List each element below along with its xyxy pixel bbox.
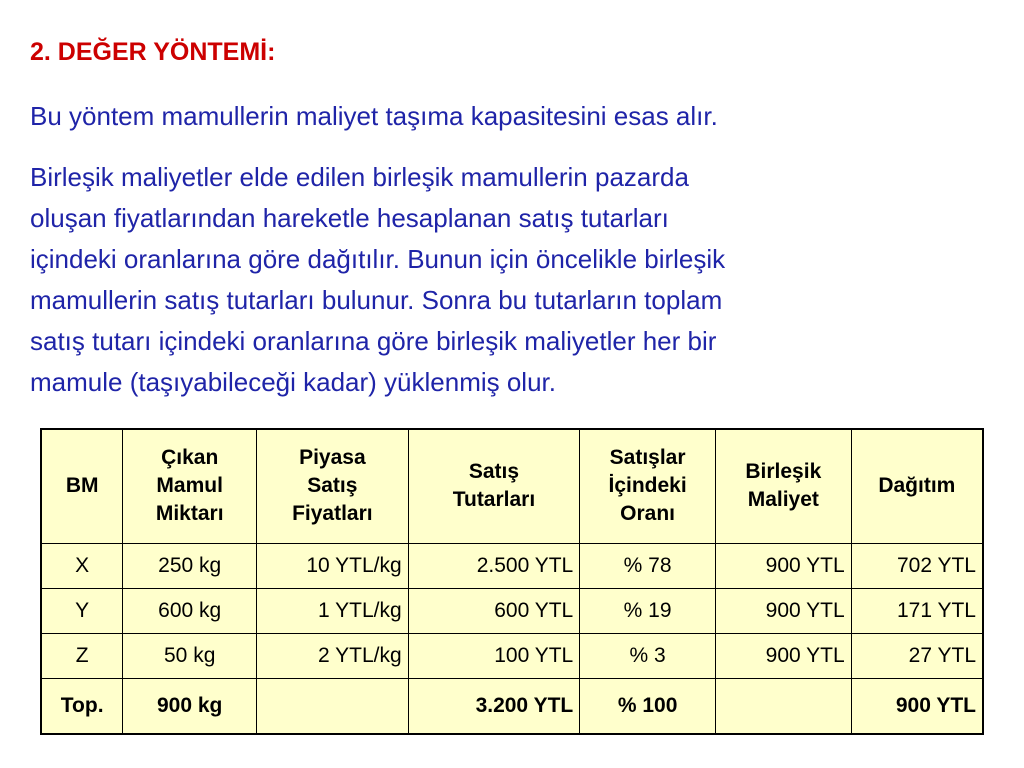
slide-heading: 2. DEĞER YÖNTEMİ:: [30, 38, 276, 66]
body-paragraph: [30, 157, 980, 403]
table-row: [41, 543, 983, 588]
cell-ratio: % 19: [580, 588, 716, 633]
cell-allocation: 702 YTL: [851, 543, 983, 588]
cell-product: Y: [41, 588, 123, 633]
body-line: mamullerin satış tutarları bulunur. Sonra bu tutarların toplam: [30, 285, 723, 315]
allocation-table: [40, 428, 984, 735]
table-row: [41, 633, 983, 678]
header-cell-sales-amount: Satış Tutarları: [408, 429, 580, 543]
table-total-row: [41, 678, 983, 734]
cell-price: 10 YTL/kg: [257, 543, 409, 588]
table-row: [41, 588, 983, 633]
cell-product: Z: [41, 633, 123, 678]
table-header-row: [41, 429, 983, 543]
cell-sales-amount: 600 YTL: [408, 588, 580, 633]
intro-paragraph: Bu yöntem mamullerin maliyet taşıma kapasitesini esas alır.: [30, 101, 718, 131]
total-joint-cost: [715, 678, 851, 734]
body-line: Birleşik maliyetler elde edilen birleşik mamullerin pazarda: [30, 162, 689, 192]
cell-joint-cost: 900 YTL: [715, 588, 851, 633]
cell-product: X: [41, 543, 123, 588]
cell-quantity: 50 kg: [123, 633, 257, 678]
header-cell-joint-cost: Birleşik Maliyet: [715, 429, 851, 543]
cell-joint-cost: 900 YTL: [715, 633, 851, 678]
total-ratio: % 100: [580, 678, 716, 734]
body-line: oluşan fiyatlarından hareketle hesaplanan satış tutarları: [30, 203, 669, 233]
cell-quantity: 250 kg: [123, 543, 257, 588]
cell-sales-amount: 2.500 YTL: [408, 543, 580, 588]
total-sales-amount: 3.200 YTL: [408, 678, 580, 734]
total-price: [257, 678, 409, 734]
body-line: mamule (taşıyabileceği kadar) yüklenmiş olur.: [30, 367, 556, 397]
cell-ratio: % 78: [580, 543, 716, 588]
header-cell-market-price: Piyasa Satış Fiyatları: [257, 429, 409, 543]
cell-joint-cost: 900 YTL: [715, 543, 851, 588]
cell-allocation: 27 YTL: [851, 633, 983, 678]
cell-price: 2 YTL/kg: [257, 633, 409, 678]
cell-ratio: % 3: [580, 633, 716, 678]
total-allocation: 900 YTL: [851, 678, 983, 734]
header-cell-bm: BM: [41, 429, 123, 543]
total-label: Top.: [41, 678, 123, 734]
cell-quantity: 600 kg: [123, 588, 257, 633]
total-quantity: 900 kg: [123, 678, 257, 734]
header-cell-allocation: Dağıtım: [851, 429, 983, 543]
body-line: içindeki oranlarına göre dağıtılır. Bunun için öncelikle birleşik: [30, 244, 726, 274]
cell-sales-amount: 100 YTL: [408, 633, 580, 678]
cell-allocation: 171 YTL: [851, 588, 983, 633]
cell-price: 1 YTL/kg: [257, 588, 409, 633]
header-cell-quantity: Çıkan Mamul Miktarı: [123, 429, 257, 543]
header-cell-sales-ratio: Satışlar İçindeki Oranı: [580, 429, 716, 543]
body-line: satış tutarı içindeki oranlarına göre birleşik maliyetler her bir: [30, 326, 717, 356]
